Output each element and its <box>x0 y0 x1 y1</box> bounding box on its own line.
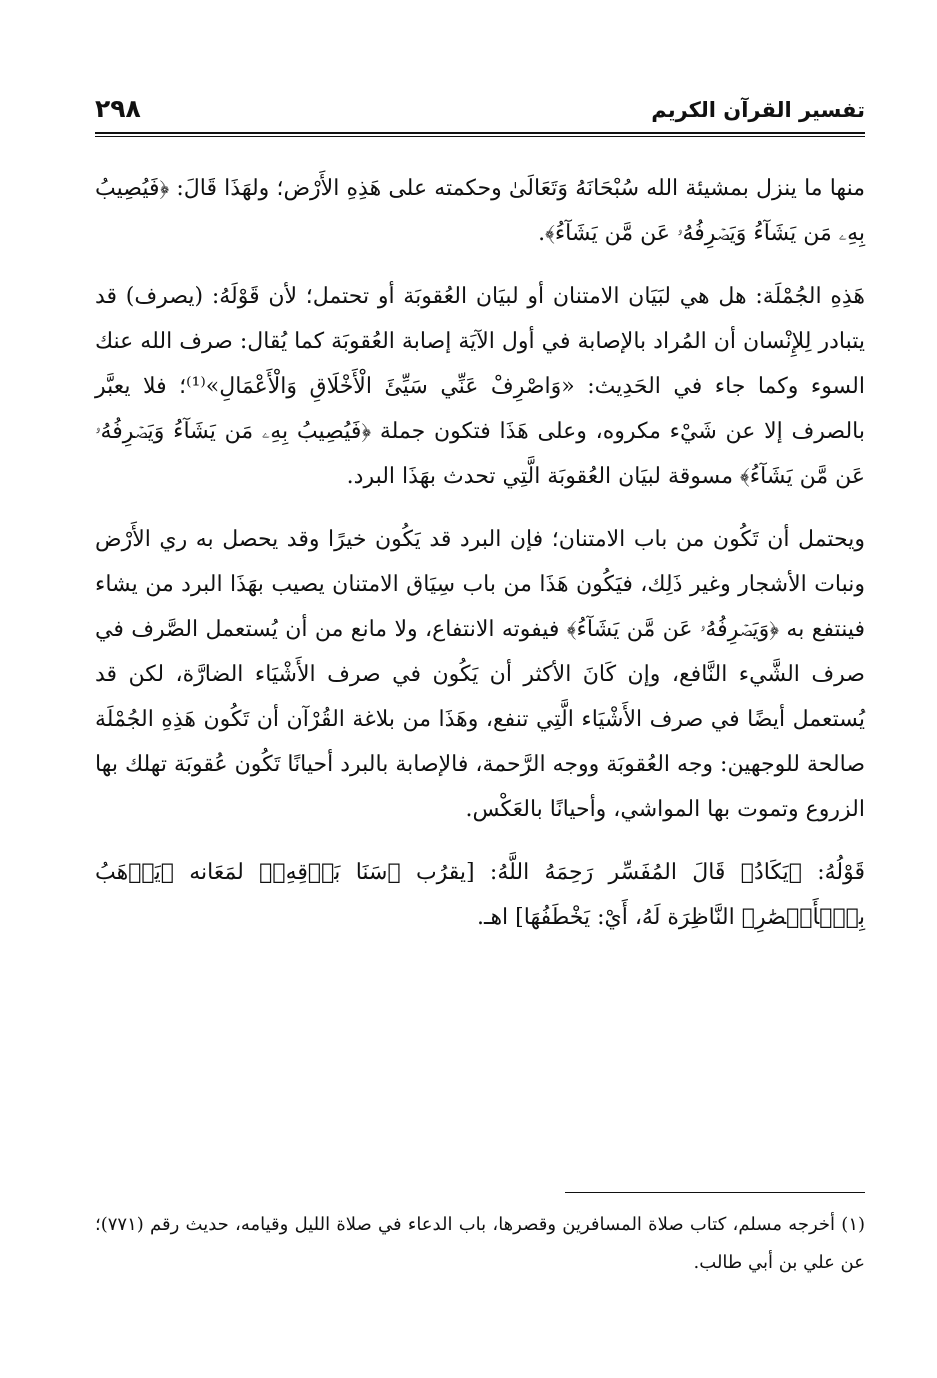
paragraph: هَذِهِ الجُمْلَة: هل هي لبَيَان الامتنان أو لبيَان العُقوبَة أو تحتمل؛ لأن قَوْلَهُ: (يصرف) قد يتبادر لِلإِنْسان أن المُراد بالإصابة في أول الآيَة إصابة العُقوبَة كما يُقال: صرف الله عنك السوء وكما جاء في الحَدِيث: «وَاصْرِفْ عَنِّي سَيِّئَ الْأَخْلَاقِ وَالْأَعْمَالِ»⁽¹⁾؛ فلا يعبَّر بالصرف إلا عن شَيْء مكروه، وعلى هَذَا فتكون جملة ﴿فَيُصِيبُ بِهِۦ مَن يَشَآءُ وَيَصۡرِفُهُۥ عَن مَّن يَشَآءُ﴾ مسوقة لبيَان العُقوبَة الَّتِي تحدث بهَذَا البرد. <box>95 284 865 489</box>
paragraph: منها ما ينزل بمشيئة الله سُبْحَانَهُ وَتَعَالَىٰ وحكمته على هَذِهِ الأَرْض؛ ولهَذَا قَالَ: ﴿فَيُصِيبُ بِهِۦ مَن يَشَآءُ وَيَصۡرِفُهُۥ عَن مَّن يَشَآءُ﴾. <box>95 176 865 246</box>
footnote-divider <box>565 1192 865 1193</box>
footnote: (١) أخرجه مسلم، كتاب صلاة المسافرين وقصرها، باب الدعاء في صلاة الليل وقيامه، حديث رقم (٧٧١)؛ عن علي بن أبي طالب. <box>95 1214 866 1273</box>
main-text <box>95 166 865 958</box>
header-divider <box>95 132 865 137</box>
paragraph: ويحتمل أن تَكُون من باب الامتنان؛ فإن البرد قد يَكُون خيرًا وقد يحصل به ري الأَرْض ونبات الأشجار وغير ذَلِك، فيَكُون هَذَا من باب سِيَاق الامتنان يصيب بهَذَا البرد من يشاء فينتفع به ﴿وَيَصۡرِفُهُۥ عَن مَّن يَشَآءُ﴾ فيفوته الانتفاع، ولا مانع من أن يُستعمل الصَّرف في صرف الشَّيء النَّافع، وإن كَانَ الأكثر أن يَكُون في صرف الأَشْيَاء الضارَّة، لكن قد يُستعمل أيضًا في صرف الأَشْيَاء الَّتِي تنفع، وهَذَا من بلاغة القُرْآن أن تَكُون هَذِهِ الجُمْلَة صالحة للوجهين: وجه العُقوبَة ووجه الرَّحمة، فالإصابة بالبرد أحيانًا تَكُون عُقوبَة تهلك بها الزروع وتموت بها المواشي، وأحيانًا بالعَكْس. <box>95 527 865 822</box>
running-header <box>95 92 865 130</box>
paragraph: قَوْلُهُ: ﴿يَكَادُ﴾ قَالَ المُفَسِّر رَحِمَهُ اللَّهُ: [يقرُب ﴿سَنَا بَرۡقِهِۦ﴾ لمَعَانه ﴿يَذۡهَبُ بِٱلۡأَبۡصَٰرِ﴾ النَّاظِرَة لَهُ، أَيْ: يَخْطَفُهَا] اهـ. <box>95 860 865 930</box>
footnotes <box>95 1206 865 1282</box>
page-number: ٢٩٨ <box>95 94 141 123</box>
book-title: تفسير القرآن الكريم <box>651 98 865 122</box>
